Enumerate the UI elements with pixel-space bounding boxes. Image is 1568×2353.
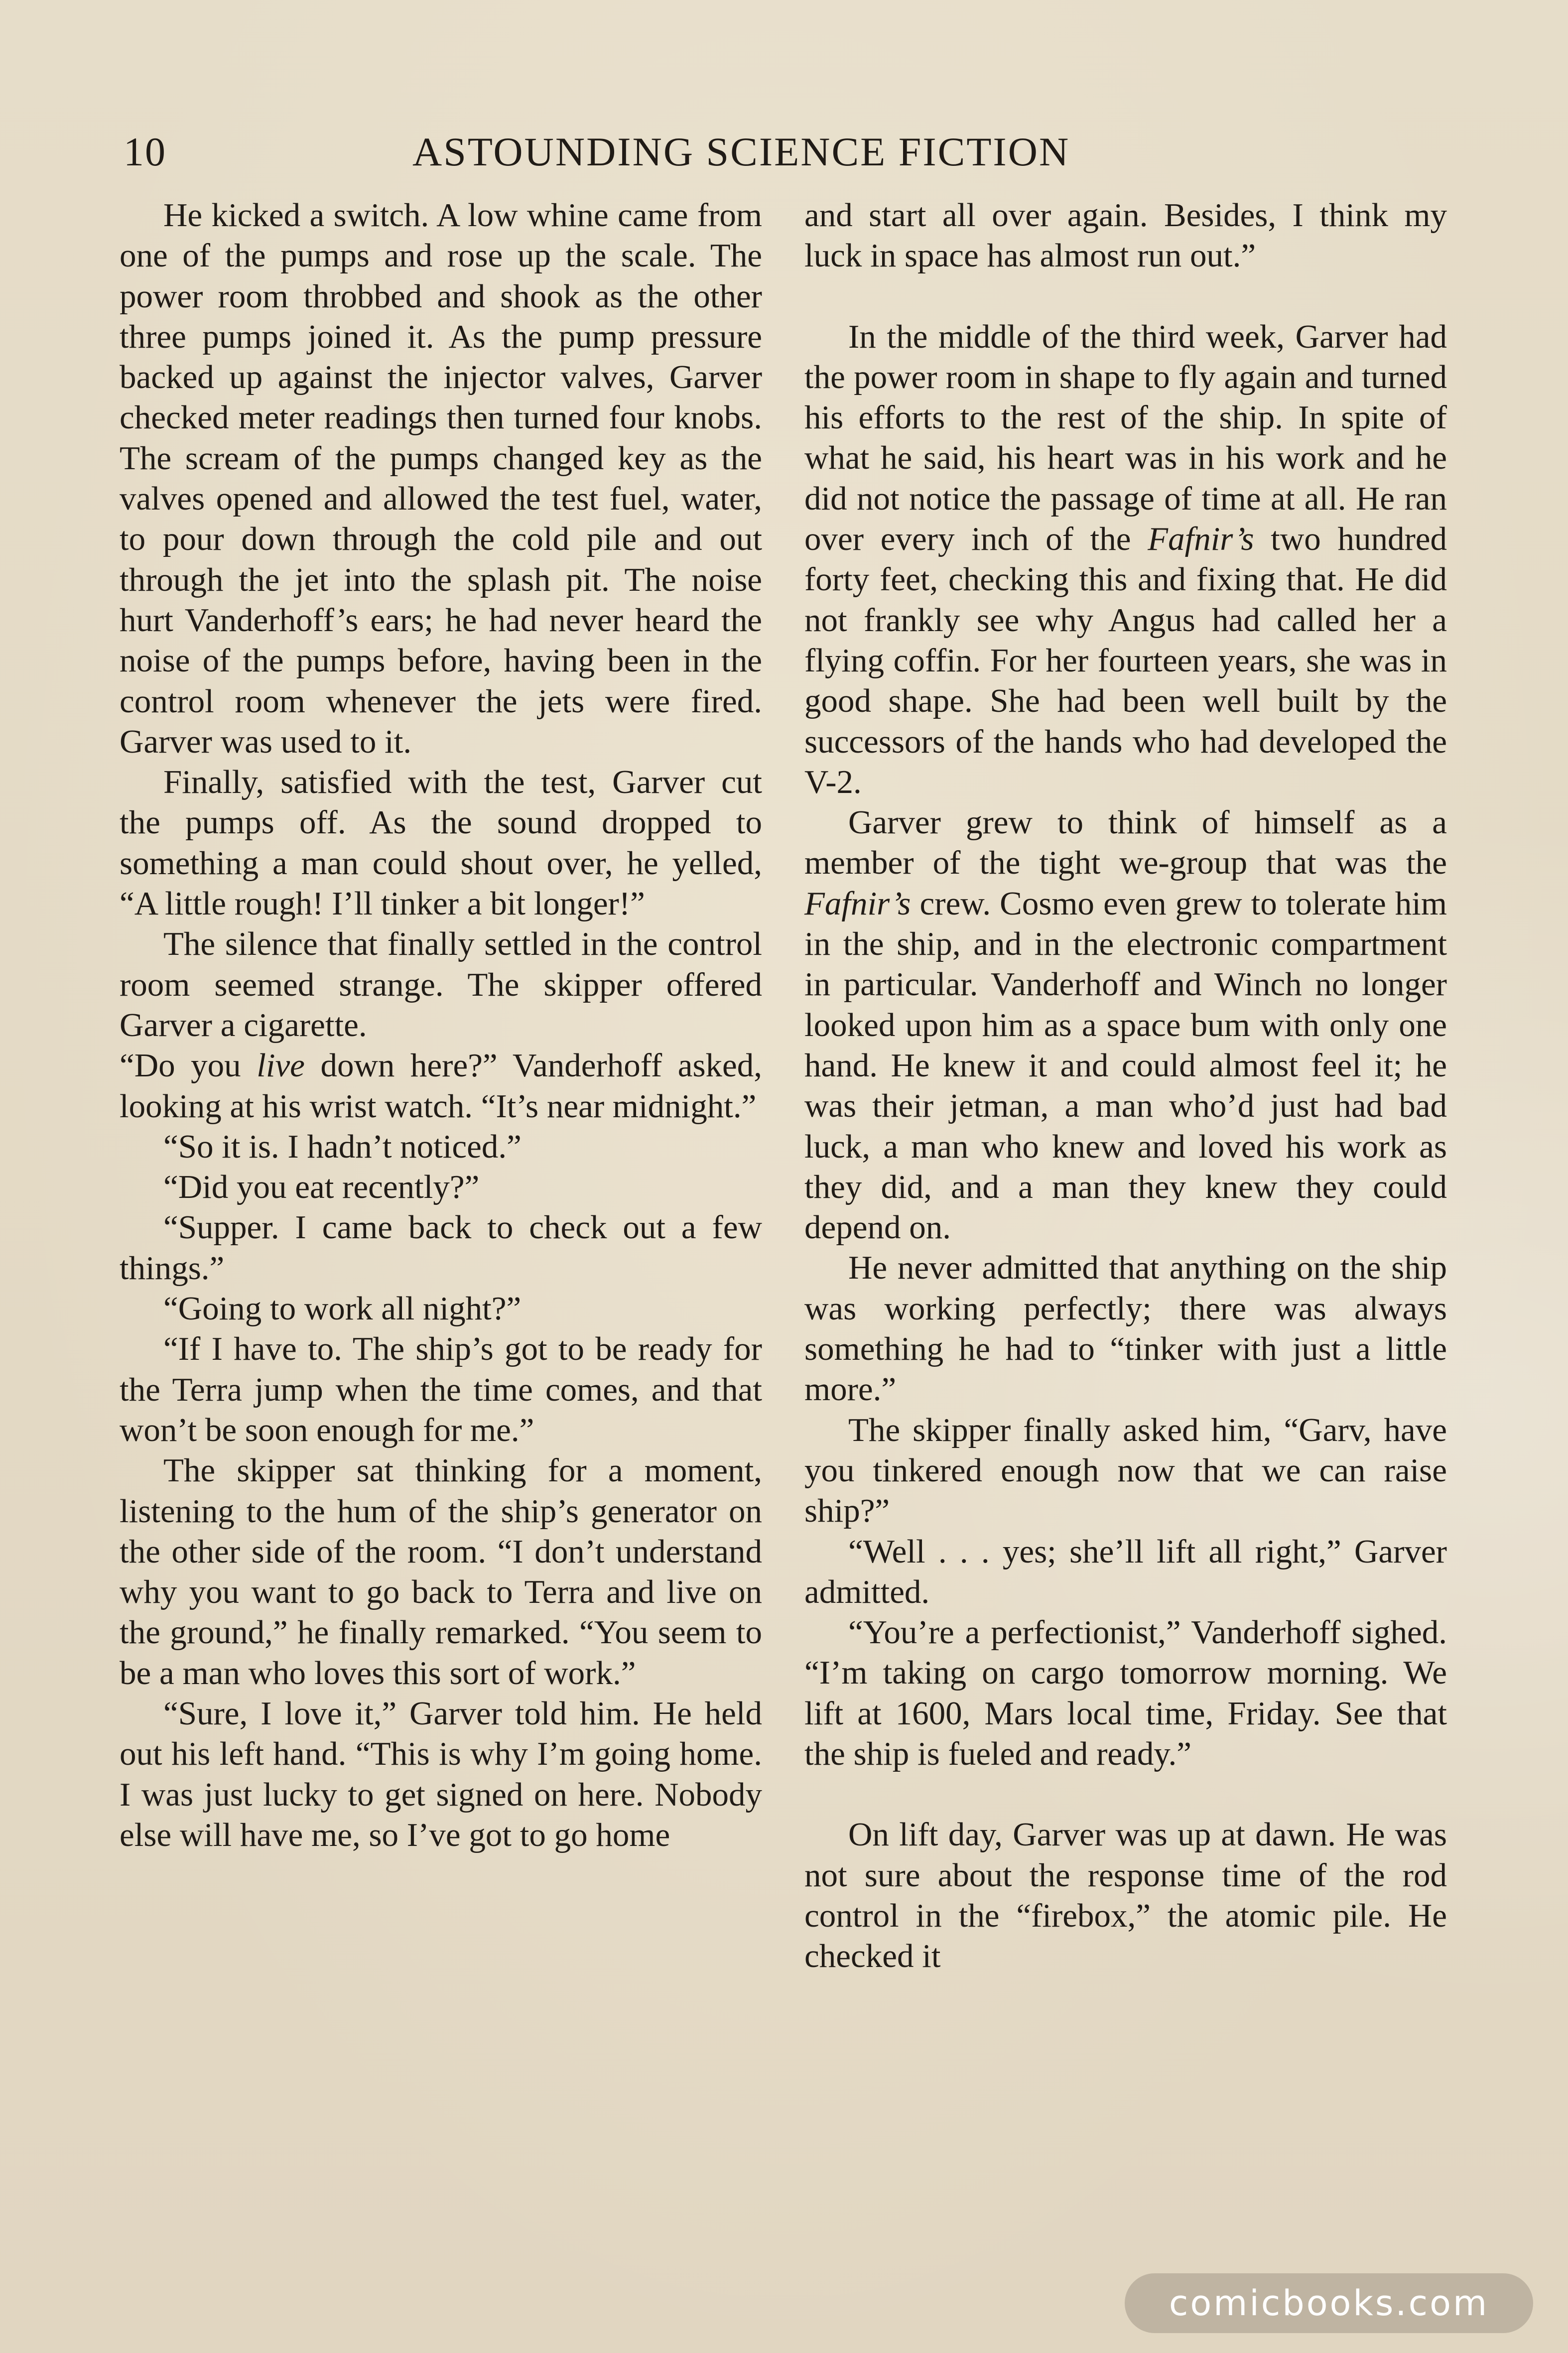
paragraph: “Well . . . yes; she’ll lift all right,” Garver admitted. [804, 1533, 1447, 1610]
text-run: down here?” Vanderhoff asked, looking at his wrist watch. “It’s near midnight.” [120, 1047, 762, 1125]
watermark-text: comicbooks.com [1169, 2283, 1489, 2324]
paragraph: “Supper. I came back to check out a few things.” [120, 1209, 762, 1287]
running-head: ASTOUNDING SCIENCE FICTION [412, 129, 1070, 174]
paragraph: On lift day, Garver was up at dawn. He was not sure about the response time of the rod control in the “firebox,” the atomic pile. He checked it [804, 1816, 1447, 1975]
page-header [124, 125, 1438, 179]
ship-name-italic: Fafnir’s [804, 885, 911, 922]
paragraph: and start all over again. Besides, I think my luck in space has almost run out.” [804, 197, 1447, 274]
text-run: In the middle of the third week, Garver had the power room in shape to fly again and turned his efforts to the rest of the ship. In spite of what he said, his heart was in his work and he did not notice the passage of time at all. He ran over every inch of the [804, 318, 1447, 558]
text-run: Garver grew to think of himself as a member of the tight we-group that was the [804, 804, 1447, 882]
right-column [804, 195, 1447, 1976]
paragraph: He never admitted that anything on the ship was working perfectly; there was always something he had to “tinker with just a little more.” [804, 1249, 1447, 1408]
left-column [120, 195, 762, 1855]
text-run: crew. Cosmo even grew to tolerate him in the ship, and in the electronic compartment in particular. Vanderhoff and Winch no longer looked upon him as a space bum with only one hand. He knew it and could almost feel it; he was their jetman, a man who’d just had bad luck, a man who knew and loved his work as they did, and a man they knew they could depend on. [804, 885, 1447, 1246]
paragraph: Finally, satisfied with the test, Garver cut the pumps off. As the sound dropped to something a man could shout over, he yelled, “A little rough! I’ll tinker a bit longer!” [120, 764, 762, 922]
paragraph: The skipper sat thinking for a moment, listening to the hum of the ship’s generator on the other side of the room. “I don’t understand why you want to go back to Terra and live on the ground,” he finally remarked. “You seem to be a man who loves this sort of work.” [120, 1452, 762, 1692]
page-number: 10 [124, 129, 166, 174]
paragraph: “Did you eat recently?” [163, 1169, 480, 1206]
text-run: two hundred forty feet, checking this and fixing that. He did not frankly see why Angus had called her a flying coffin. For her fourteen years, she was in good shape. She had been well built by the successors of the hands who had developed the V-2. [804, 521, 1447, 800]
paragraph: “Going to work all night?” [163, 1290, 522, 1327]
paragraph: “You’re a perfectionist,” Vanderhoff sighed. “I’m taking on cargo tomorrow morning. We lift at 1600, Mars local time, Friday. See that the ship is fueled and ready.” [804, 1614, 1447, 1772]
paragraph [804, 802, 1447, 1248]
paragraph [120, 1046, 762, 1127]
paragraph: The skipper finally asked him, “Garv, have you tinkered enough now that we can raise ship?” [804, 1411, 1447, 1530]
paragraph: “So it is. I hadn’t noticed.” [163, 1128, 522, 1165]
paragraph: “Sure, I love it,” Garver told him. He held out his left hand. “This is why I’m going home. I was just lucky to get signed on here. Nobody else will have me, so I’ve got to go home [120, 1695, 762, 1853]
paragraph: The silence that finally settled in the control room seemed strange. The skipper offered Garver a cigarette. [120, 925, 762, 1044]
italic-text: live [257, 1047, 305, 1084]
text-run: “Do you [120, 1047, 257, 1084]
watermark-badge [1125, 2273, 1533, 2333]
paragraph: He kicked a switch. A low whine came from one of the pumps and rose up the scale. The power room throbbed and shook as the other three pumps joined it. As the pump pressure backed up against the injector valves, Garver checked meter readings then turned four knobs. The scream of the pumps changed key as the valves opened and allowed the test fuel, water, to pour down through the cold pile and out through the jet into the splash pit. The noise hurt Vanderhoff’s ears; he had never heard the noise of the pumps before, having been in the control room whenever the jets were fired. Garver was used to it. [120, 197, 762, 760]
paragraph [804, 317, 1447, 803]
ship-name-italic: Fafnir’s [1148, 521, 1254, 558]
paragraph: “If I have to. The ship’s got to be ready for the Terra jump when the time comes, and that won’t be soon enough for me.” [120, 1330, 762, 1448]
